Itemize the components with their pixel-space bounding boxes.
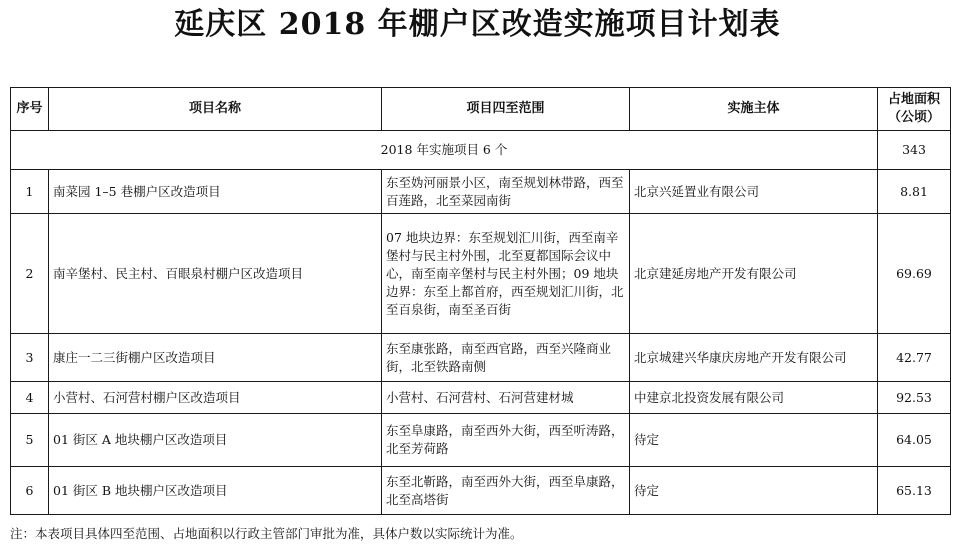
- row-no: 4: [11, 382, 49, 414]
- header-area-line1: 占地面积: [887, 92, 940, 107]
- header-area: [878, 88, 951, 131]
- summary-area: 343: [878, 131, 951, 170]
- row-area: 8.81: [878, 170, 951, 214]
- header-row: [11, 88, 951, 131]
- row-scope: 东至妫河丽景小区，南至规划林带路，西至百莲路，北至菜园南街: [382, 170, 630, 214]
- footnote: 注：本表项目具体四至范围、占地面积以行政主管部门审批为准，具体户数以实际统计为准。: [10, 526, 523, 541]
- header-no: 序号: [11, 88, 49, 131]
- table-row: [11, 334, 951, 382]
- summary-row: [11, 131, 951, 170]
- row-area: 65.13: [878, 467, 951, 515]
- row-no: 2: [11, 214, 49, 334]
- table-row: [11, 214, 951, 334]
- row-name: 01 街区 A 地块棚户区改造项目: [49, 414, 382, 467]
- row-no: 3: [11, 334, 49, 382]
- row-scope: 小营村、石河营村、石河营建材城: [382, 382, 630, 414]
- row-entity: 待定: [630, 467, 878, 515]
- row-no: 6: [11, 467, 49, 515]
- table-row: [11, 170, 951, 214]
- row-name: 小营村、石河营村棚户区改造项目: [49, 382, 382, 414]
- row-area: 69.69: [878, 214, 951, 334]
- row-entity: 中建京北投资发展有限公司: [630, 382, 878, 414]
- page-title: 延庆区 2018 年棚户区改造实施项目计划表: [174, 7, 781, 42]
- row-entity: 北京建延房地产开发有限公司: [630, 214, 878, 334]
- header-scope: 项目四至范围: [382, 88, 630, 131]
- row-entity: 北京城建兴华康庆房地产开发有限公司: [630, 334, 878, 382]
- row-scope: 东至阜康路，南至西外大街，西至听涛路，北至芳荷路: [382, 414, 630, 467]
- row-name: 南菜园 1–5 巷棚户区改造项目: [49, 170, 382, 214]
- header-entity: 实施主体: [630, 88, 878, 131]
- table-row: [11, 414, 951, 467]
- header-name: 项目名称: [49, 88, 382, 131]
- summary-label: 2018 年实施项目 6 个: [11, 131, 878, 170]
- row-area: 92.53: [878, 382, 951, 414]
- row-scope: 东至康张路，南至西官路，西至兴隆商业街，北至铁路南侧: [382, 334, 630, 382]
- header-area-line2: （公顷）: [887, 110, 940, 125]
- row-area: 64.05: [878, 414, 951, 467]
- row-scope: 07 地块边界：东至规划汇川街，西至南辛堡村与民主村外围，北至夏都国际会议中心，南至南辛堡村与民主村外围；09 地块边界：东至上都首府，西至规划汇川街，北至百泉街，南至圣百街: [382, 214, 630, 334]
- row-entity: 北京兴延置业有限公司: [630, 170, 878, 214]
- row-name: 01 街区 B 地块棚户区改造项目: [49, 467, 382, 515]
- project-table: [10, 87, 951, 515]
- row-entity: 待定: [630, 414, 878, 467]
- row-no: 1: [11, 170, 49, 214]
- row-name: 南辛堡村、民主村、百眼泉村棚户区改造项目: [49, 214, 382, 334]
- row-name: 康庄一二三街棚户区改造项目: [49, 334, 382, 382]
- table-row: [11, 382, 951, 414]
- row-scope: 东至北靳路，南至西外大街，西至阜康路，北至高塔街: [382, 467, 630, 515]
- row-no: 5: [11, 414, 49, 467]
- table-row: [11, 467, 951, 515]
- row-area: 42.77: [878, 334, 951, 382]
